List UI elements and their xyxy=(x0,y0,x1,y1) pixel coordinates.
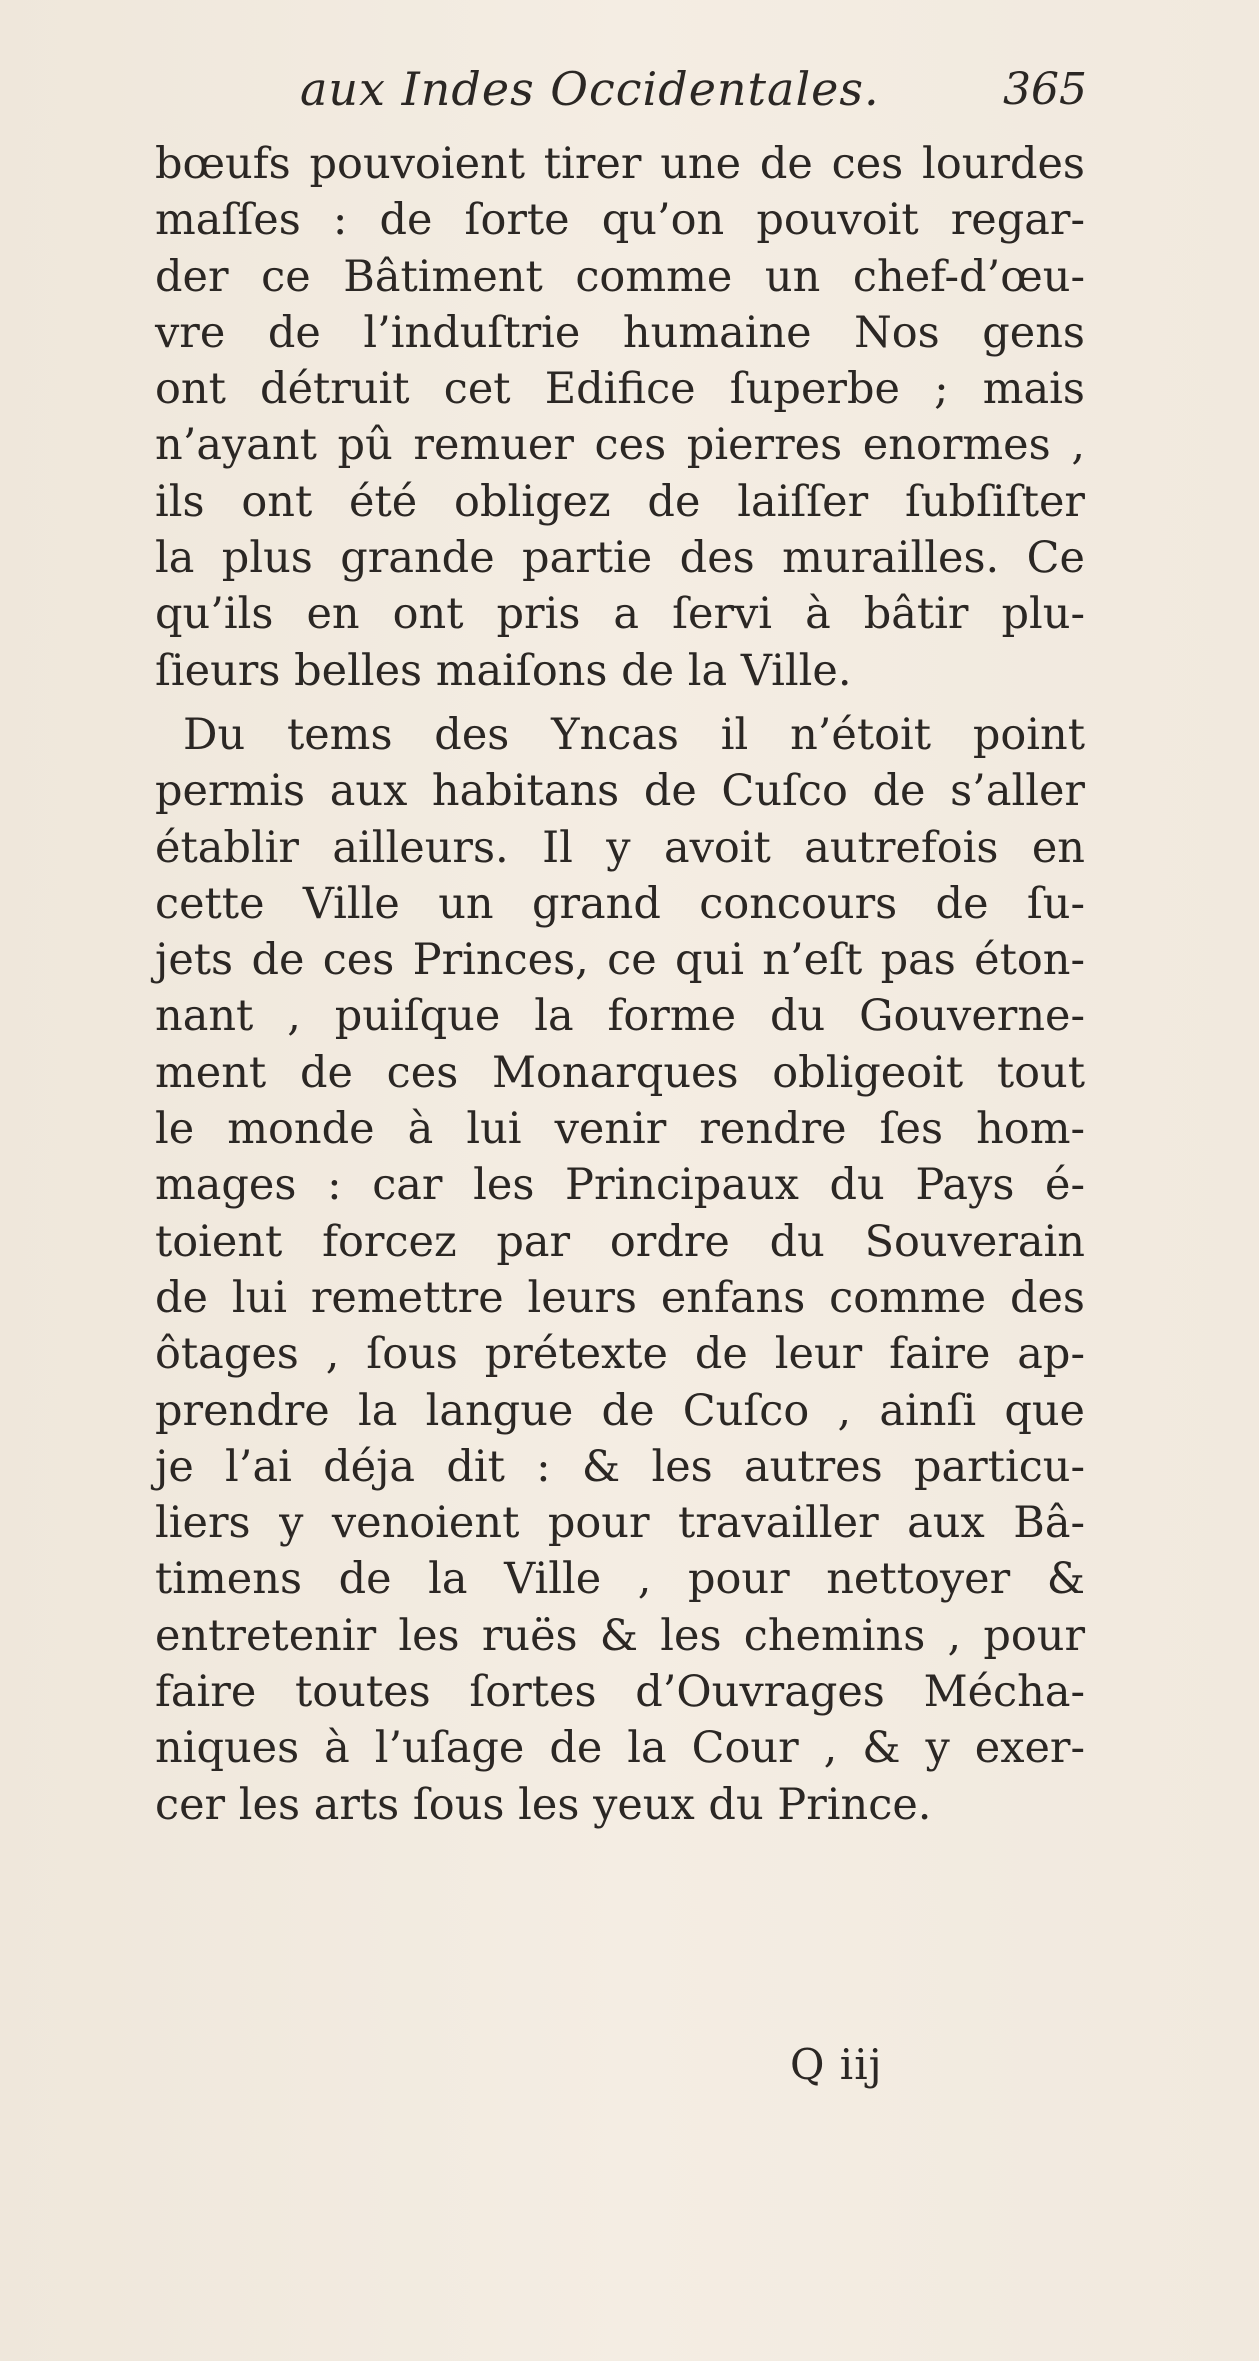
text-line: prendre la langue de Cuſco , ainſi que xyxy=(155,1385,1085,1436)
text-line: la plus grande partie des murailles. Ce xyxy=(155,533,1085,584)
text-line: mages : car les Principaux du Pays é- xyxy=(155,1160,1085,1211)
text-line: je l’ai déja dit : & les autres particu- xyxy=(155,1441,1085,1492)
text-line: cette Ville un grand concours de ſu- xyxy=(155,878,1085,929)
text-line: permis aux habitans de Cuſco de s’aller xyxy=(155,766,1085,817)
text-line: ment de ces Monarques obligeoit tout xyxy=(155,1047,1085,1098)
text-line: jets de ces Princes, ce qui n’eſt pas éton- xyxy=(155,935,1085,986)
signature-mark: Q iij xyxy=(790,2040,883,2089)
text-line: de lui remettre leurs enfans comme des xyxy=(155,1272,1085,1323)
text-line: vre de l’induſtrie humaine Nos gens xyxy=(155,307,1085,358)
text-line: bœufs pouvoient tirer une de ces lourdes xyxy=(155,139,1085,189)
text-line: toient forcez par ordre du Souverain xyxy=(155,1216,1085,1267)
text-line: ôtages , ſous prétexte de leur faire ap- xyxy=(155,1329,1085,1380)
text-line: cer les arts ſous les yeux du Prince. xyxy=(155,1779,932,1830)
page-number: 365 xyxy=(1003,64,1087,115)
text-line: faire toutes ſortes d’Ouvrages Mécha- xyxy=(155,1667,1085,1718)
text-line: le monde à lui venir rendre ſes hom- xyxy=(155,1104,1085,1155)
text-line: niques à l’uſage de la Cour , & y exer- xyxy=(155,1723,1085,1774)
text-line: établir ailleurs. Il y avoit autrefois en xyxy=(155,822,1085,873)
text-line: entretenir les ruës & les chemins , pour xyxy=(155,1610,1085,1661)
text-line: maſſes : de ſorte qu’on pouvoit regar- xyxy=(155,195,1085,246)
text-line: timens de la Ville , pour nettoyer & xyxy=(155,1554,1085,1605)
text-line: qu’ils en ont pris a ſervi à bâtir plu- xyxy=(155,589,1085,640)
paragraph-2 xyxy=(155,707,1085,1833)
text-line: ont détruit cet Edifice ſuperbe ; mais xyxy=(155,364,1085,415)
body-text xyxy=(155,136,1085,1833)
page-header xyxy=(0,62,1259,132)
paragraph-1 xyxy=(155,136,1085,699)
text-line: liers y venoient pour travailler aux Bâ- xyxy=(155,1498,1085,1549)
text-line: ils ont été obligez de laiſſer ſubſiſter xyxy=(155,476,1085,527)
text-line: nant , puiſque la forme du Gouverne- xyxy=(155,991,1085,1042)
text-line: n’ayant pû remuer ces pierres enormes , xyxy=(155,420,1085,471)
text-line: der ce Bâtiment comme un chef-d’œu- xyxy=(155,251,1085,302)
text-line: Du tems des Yncas il n’étoit point xyxy=(183,709,1085,760)
text-line: ſieurs belles maiſons de la Ville. xyxy=(155,645,852,696)
running-title: aux Indes Occidentales. xyxy=(300,62,880,116)
